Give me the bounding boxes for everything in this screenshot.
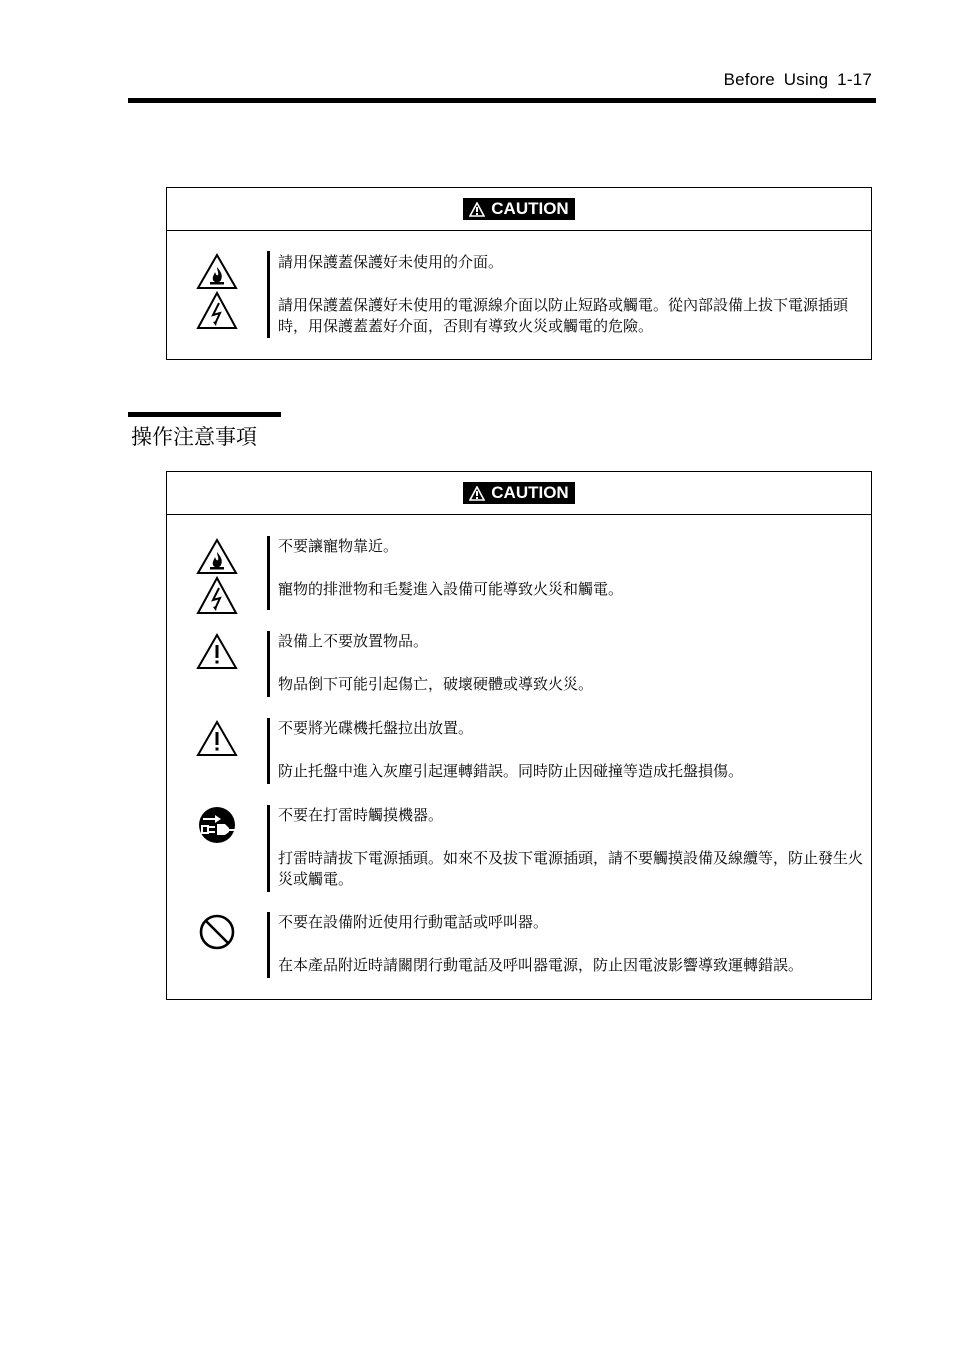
item-body: 請用保護蓋保護好未使用的電源線介面以防止短路或觸電。從內部設備上拔下電源插頭時，用保護蓋蓋好介面，否則有導致火災或觸電的危險。 (278, 296, 849, 335)
fire-warning-icon (195, 253, 239, 291)
caution-header (167, 472, 871, 515)
caution-triangle-icon (469, 202, 485, 217)
running-head: Before Using 1-17 (723, 70, 872, 89)
electric-shock-warning-icon (195, 291, 239, 331)
item-heading: 設備上不要放置物品。 (278, 632, 429, 650)
item-bar (267, 631, 270, 697)
unplug-icon (195, 805, 239, 845)
general-warning-icon (195, 633, 239, 671)
item-body: 打雷時請拔下電源插頭。如來不及拔下電源插頭，請不要觸摸設備及線纜等，防止發生火災或觸電。 (278, 849, 864, 888)
icon-group (195, 253, 239, 331)
item-heading: 不要讓寵物靠近。 (278, 537, 399, 555)
caution-triangle-icon (469, 486, 485, 501)
section-title: 操作注意事項 (131, 425, 257, 449)
caution-box-2 (166, 471, 872, 1000)
item-text (278, 536, 863, 600)
caution-box-1 (166, 187, 872, 360)
caution-header (167, 188, 871, 231)
caution-label (463, 198, 574, 220)
caution-text: CAUTION (491, 199, 569, 218)
item-bar (267, 718, 270, 784)
item-body: 在本產品附近時請關閉行動電話及呼叫器電源，防止因電波影響導致運轉錯誤。 (278, 956, 804, 974)
item-text (278, 912, 863, 976)
caution-text: CAUTION (491, 483, 569, 502)
item-bar (267, 536, 270, 610)
icon-group (195, 720, 239, 758)
caution-label (463, 482, 574, 504)
item-bar (267, 912, 270, 978)
item-text (278, 718, 863, 782)
header-rule (128, 98, 876, 103)
item-text (278, 631, 863, 695)
item-body: 寵物的排泄物和毛髮進入設備可能導致火災和觸電。 (278, 580, 624, 598)
item-body: 物品倒下可能引起傷亡，破壞硬體或導致火災。 (278, 675, 594, 693)
general-warning-icon (195, 720, 239, 758)
icon-group (195, 538, 239, 616)
fire-warning-icon (195, 538, 239, 576)
item-body: 防止托盤中進入灰塵引起運轉錯誤。同時防止因碰撞等造成托盤損傷。 (278, 762, 744, 780)
item-text (278, 805, 863, 890)
item-heading: 不要在設備附近使用行動電話或呼叫器。 (278, 913, 549, 931)
electric-shock-warning-icon (195, 576, 239, 616)
item-heading: 不要在打雷時觸摸機器。 (278, 806, 444, 824)
section-rule (128, 412, 281, 417)
prohibited-icon (195, 912, 239, 952)
icon-group (195, 805, 239, 845)
item-bar (267, 251, 270, 338)
item-heading: 不要將光碟機托盤拉出放置。 (278, 719, 474, 737)
icon-group (195, 912, 239, 952)
icon-group (195, 633, 239, 671)
item-heading: 請用保護蓋保護好未使用的介面。 (278, 253, 504, 271)
item-text (278, 252, 863, 337)
item-bar (267, 805, 270, 892)
